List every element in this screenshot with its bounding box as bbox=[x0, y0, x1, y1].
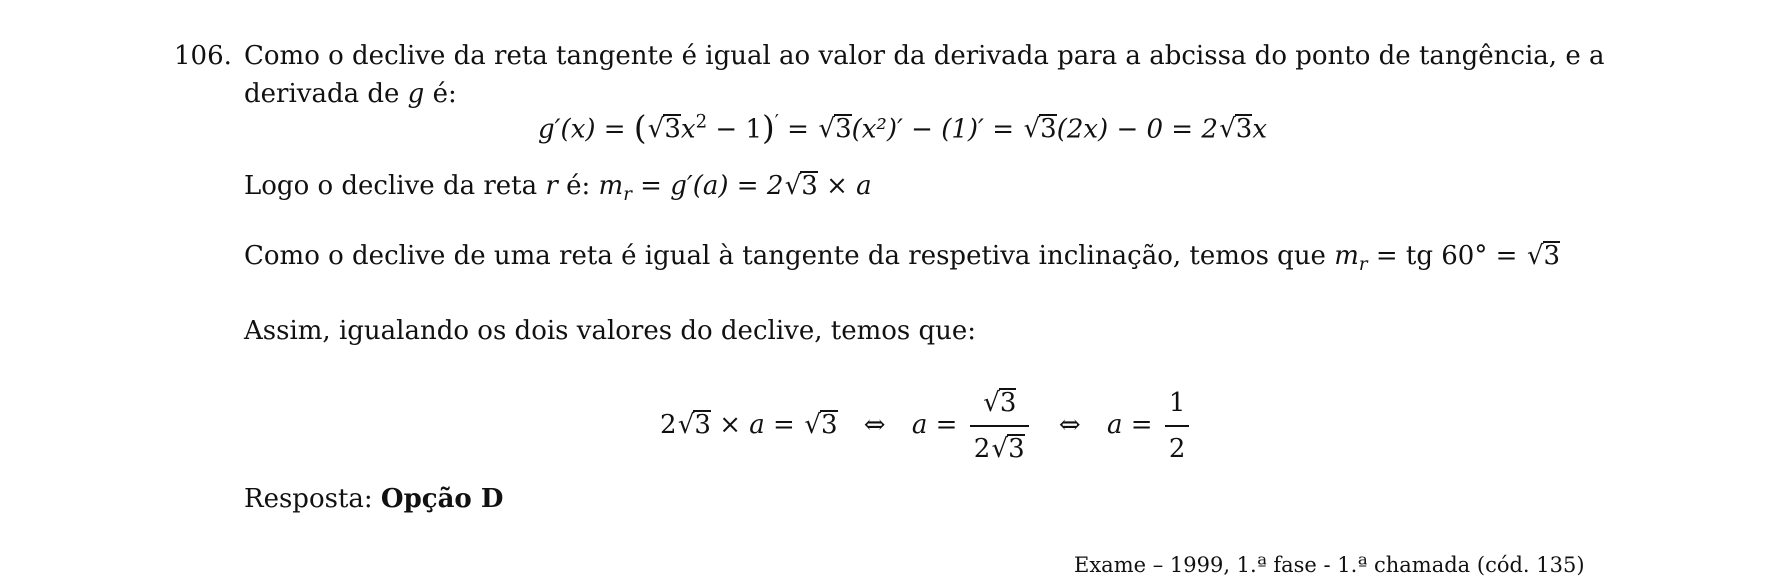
sqrt-3-inclination: √3 bbox=[1526, 241, 1561, 271]
iff-symbol-1: ⇔ bbox=[863, 410, 886, 440]
slope-a: a bbox=[856, 171, 872, 201]
fraction-1-denominator: 2√3 bbox=[973, 434, 1025, 464]
equals-1: = bbox=[787, 114, 809, 145]
slope-m-subscript: r bbox=[623, 184, 632, 206]
final-lhs-coef: 2 bbox=[660, 410, 677, 440]
sqrt-3-final-a: √3 bbox=[677, 410, 711, 440]
sqrt-3-d: √3 bbox=[1219, 114, 1253, 145]
inclination-eq: = tg 60° = bbox=[1367, 241, 1526, 271]
derivative-term2: (x²)′ − (1)′ = bbox=[851, 114, 1014, 145]
slope-line bbox=[244, 170, 872, 206]
derivative-equation: $g'(x) = (√3x^2 - 1)' = √3(x^2)' - (1)' = √3(2x) - 0 = 2√3x$ bbox=[538, 109, 1267, 147]
final-a-eq-2: a = bbox=[1106, 410, 1153, 440]
intro-line-2-suffix: é: bbox=[424, 79, 457, 109]
slope-mid: é: bbox=[557, 171, 599, 201]
sqrt-3-c: √3 bbox=[1023, 114, 1057, 145]
derivative-term3: (2x) − 0 = 2 bbox=[1056, 114, 1218, 145]
fraction-2-numerator: 1 bbox=[1165, 383, 1190, 427]
variable-g: g bbox=[407, 79, 425, 109]
cropped-parenthesis-glyphs bbox=[1505, 0, 1605, 2]
final-equation bbox=[660, 383, 1193, 469]
slope-eq: = g′(a) = 2 bbox=[631, 171, 784, 201]
answer-line bbox=[244, 483, 503, 515]
variable-r: r bbox=[545, 171, 558, 201]
sqrt-3-slope: √3 bbox=[784, 171, 818, 201]
exponent-2: 2 bbox=[695, 111, 708, 133]
fraction-sqrt3-over-2sqrt3 bbox=[970, 383, 1029, 469]
exam-source: Exame – 1999, 1.ª fase - 1.ª chamada (cód. 135) bbox=[1074, 553, 1585, 577]
slope-prefix: Logo o declive da reta bbox=[244, 171, 546, 201]
fraction-2-denominator: 2 bbox=[1168, 434, 1186, 464]
inclination-prefix: Como o declive de uma reta é igual à tangente da respetiva inclinação, temos que bbox=[244, 241, 1335, 271]
derivative-lhs: g′(x) = bbox=[538, 114, 626, 145]
derivative-end-var: x bbox=[1252, 114, 1267, 145]
close-paren: ) bbox=[762, 109, 775, 147]
fraction-1-numerator: √3 bbox=[970, 383, 1029, 427]
inclination-line bbox=[244, 240, 1561, 276]
answer-value: Opção D bbox=[380, 484, 504, 514]
intro-line-1: Como o declive da reta tangente é igual ao valor da derivada para a abcissa do ponto de tangência, e a bbox=[244, 41, 1605, 71]
constant-one: 1 bbox=[745, 114, 763, 145]
prime-mark: ′ bbox=[774, 111, 779, 133]
intro-line-2 bbox=[244, 78, 457, 110]
inclination-m-subscript: r bbox=[1358, 254, 1368, 276]
fraction-one-half bbox=[1165, 383, 1190, 469]
problem-number: 106. bbox=[174, 41, 232, 71]
final-times-a: × a = bbox=[710, 410, 795, 440]
final-a-eq-1: a = bbox=[911, 410, 958, 440]
intro-line-2-prefix: derivada de bbox=[244, 79, 408, 109]
inclination-m: m bbox=[1334, 241, 1359, 271]
assim-line: Assim, igualando os dois valores do declive, temos que: bbox=[244, 316, 977, 346]
slope-times: × bbox=[817, 171, 857, 201]
sqrt-3-final-b: √3 bbox=[804, 410, 838, 440]
slope-m: m bbox=[598, 171, 624, 201]
sqrt-3-b: √3 bbox=[818, 114, 852, 145]
sqrt-3-a: √3 bbox=[647, 114, 681, 145]
iff-symbol-2: ⇔ bbox=[1058, 410, 1081, 440]
answer-label: Resposta: bbox=[244, 484, 373, 514]
open-paren: ( bbox=[633, 109, 647, 147]
page-header-fragment bbox=[1505, 0, 1605, 2]
